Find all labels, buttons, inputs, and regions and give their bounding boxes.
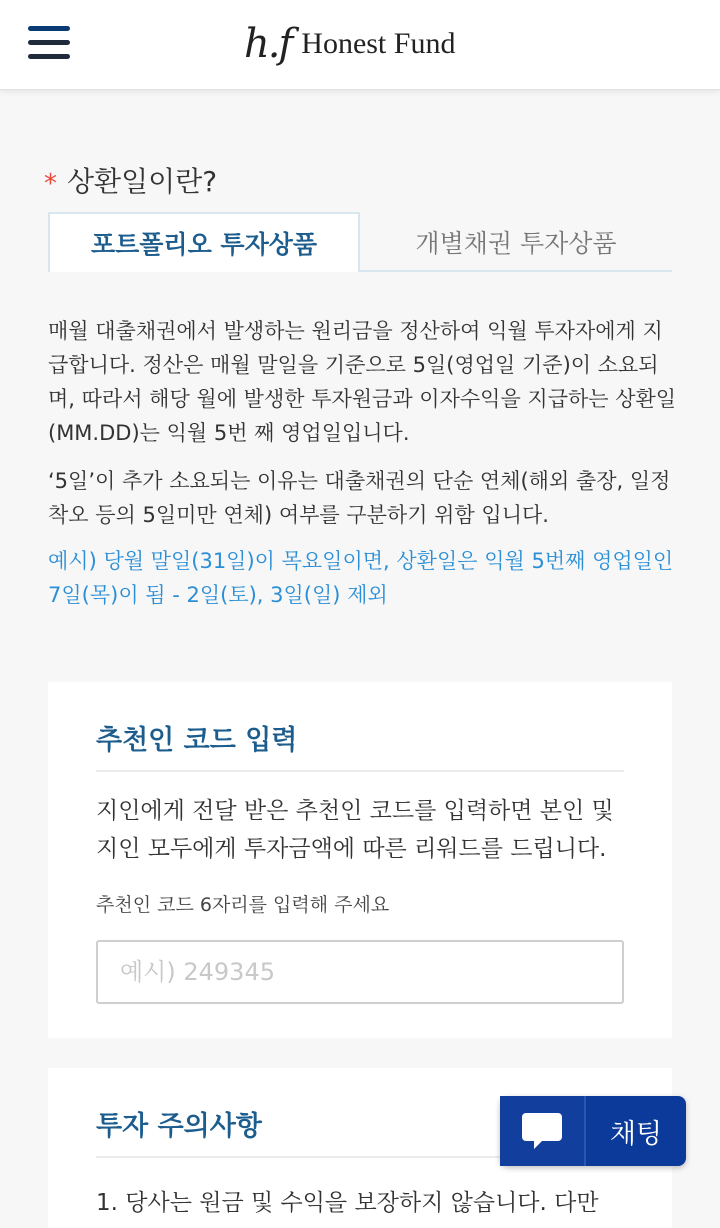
required-star-icon: * — [44, 169, 57, 199]
referral-description: 지인에게 전달 받은 추천인 코드를 입력하면 본인 및 지인 모두에게 투자금액에 따른 리워드를 드립니다. — [96, 798, 614, 862]
logo-text: Honest Fund — [301, 27, 456, 60]
referral-code-input[interactable] — [96, 940, 624, 1004]
top-header — [0, 0, 720, 90]
chat-button[interactable] — [500, 1096, 686, 1166]
chat-label: 채팅 — [609, 1118, 663, 1150]
referral-card — [48, 682, 672, 1038]
referral-title: 추천인 코드 입력 — [96, 725, 298, 756]
delay-reason-text: ‘5일’이 추가 소요되는 이유는 대출채권의 단순 연체(해외 출장, 일정 착오 등의 5일미만 연체) 여부를 구분하기 위함 입니다. — [48, 469, 671, 527]
repayment-example-text: 예시) 당월 말일(31일)이 목요일이면, 상환일은 익월 5번째 영업일인 7일(목)이 됨 - 2일(토), 3일(일) 제외 — [48, 549, 674, 607]
notice-title: 투자 주의사항 — [96, 1111, 262, 1142]
chat-bubble-icon — [500, 1096, 584, 1166]
honestfund-logo[interactable] — [244, 18, 455, 70]
logo-mark: h.f — [244, 21, 292, 67]
product-tabs — [48, 212, 672, 272]
section-title: 상환일이란? — [67, 165, 218, 198]
menu-bar-2 — [28, 40, 70, 45]
section-title-row — [44, 160, 217, 200]
tab-portfolio-product[interactable]: 포트폴리오 투자상품 — [48, 212, 360, 272]
hamburger-menu-icon[interactable] — [26, 24, 72, 64]
notice-item-1: 1. 당사는 원금 및 수익을 보장하지 않습니다. 다만 — [96, 1190, 599, 1216]
tab-individual-bond-product[interactable]: 개별채권 투자상품 — [415, 229, 617, 258]
menu-bar-3 — [28, 54, 70, 59]
menu-bar-1 — [28, 26, 70, 31]
repayment-description: 매월 대출채권에서 발생하는 원리금을 정산하여 익월 투자자에게 지급합니다. 정산은 매월 말일을 기준으로 5일(영업일 기준)이 소요되며, 따라서 해당 월에 발생한 투자원금과 이자수익을 지급하는 상환일(MM.DD)는 익월 5번 째 영업일입니다. — [48, 319, 677, 445]
referral-divider — [96, 770, 624, 772]
referral-hint: 추천인 코드 6자리를 입력해 주세요 — [96, 894, 390, 916]
